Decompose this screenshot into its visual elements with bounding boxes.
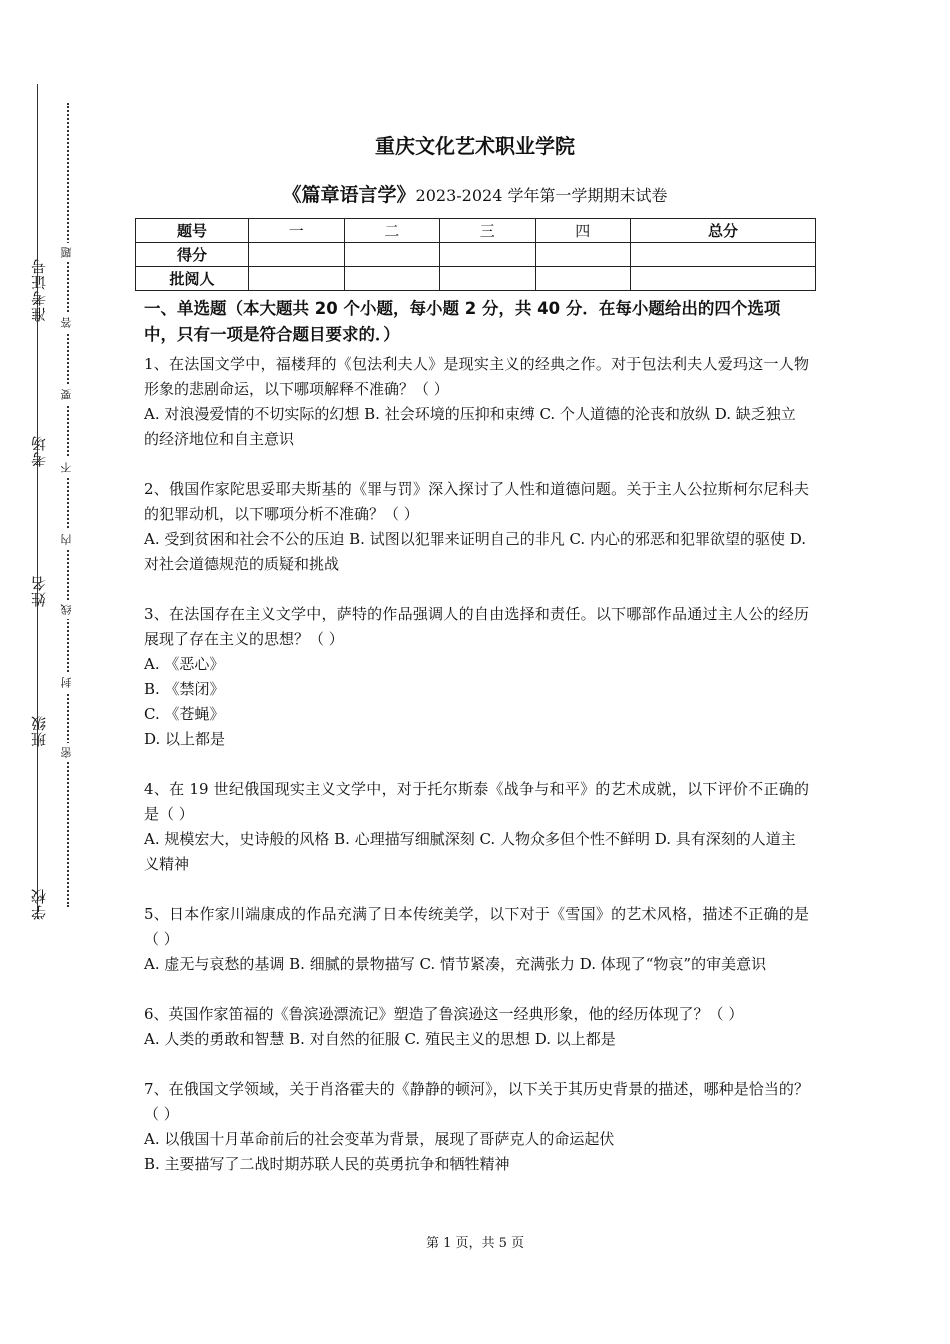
field-name [20,575,56,607]
field-label: 班级 [29,715,48,747]
table-header-cell: 二 [344,219,440,243]
seal-dotted-line [67,103,69,907]
option-a: A. 《恶心》 [144,655,225,673]
question-stem: 6、英国作家笛福的《鲁滨逊漂流记》塑造了鲁滨逊这一经典形象，他的经历体现了？（ ） [144,1005,744,1023]
field-exam-room [20,435,56,467]
question [144,1002,809,1052]
score-cell [344,243,440,267]
question-options: A. 对浪漫爱情的不切实际的幻想 B. 社会环境的压抑和束缚 C. 个人道德的沦丧和放纵 D. 缺乏独立的经济地位和自主意识 [144,405,796,448]
field-label: 姓名 [29,575,48,607]
seal-char: 题 [59,243,75,262]
table-header-cell: 一 [249,219,345,243]
score-table-row [136,267,816,291]
table-header-cell: 三 [440,219,536,243]
field-label: 考场 [29,435,48,467]
course-name: 《篇章语言学》 [282,184,416,206]
question-stem: 7、在俄国文学领域，关于肖洛霍夫的《静静的顿河》，以下关于其历史背景的描述，哪种是恰当的？（ ） [144,1080,809,1123]
field-class [20,715,56,747]
seal-char: 要 [59,385,75,404]
field-label: 学校 [29,888,48,920]
score-cell [631,243,816,267]
question [144,902,809,977]
score-cell [631,267,816,291]
score-table-header-row [136,219,816,243]
question [144,777,809,877]
question [144,602,809,752]
score-cell [440,267,536,291]
table-header-cell: 题号 [136,219,249,243]
row-label: 得分 [136,243,249,267]
option-c: C. 《苍蝇》 [144,705,225,723]
section-title: 一、单选题（本大题共 20 个小题，每小题 2 分，共 40 分．在每小题给出的四个选项中，只有一项是符合题目要求的．） [144,299,781,344]
exam-term: 2023-2024 学年第一学期期末试卷 [415,186,668,205]
option-a: A. 以俄国十月革命前后的社会变革为背景，展现了哥萨克人的命运起伏 [144,1130,615,1148]
question [144,1077,809,1177]
seal-char: 线 [59,600,75,619]
seal-char: 答 [59,313,75,332]
question-options: A. 规模宏大，史诗般的风格 B. 心理描写细腻深刻 C. 人物众多但个性不鲜明 D. 具有深刻的人道主义精神 [144,830,796,873]
seal-char: 不 [59,458,75,477]
option-b: B. 主要描写了二战时期苏联人民的英勇抗争和牺牲精神 [144,1155,510,1173]
exam-subtitle [0,180,950,207]
field-label: 准考证号 [29,258,48,322]
question-stem: 3、在法国存在主义文学中，萨特的作品强调人的自由选择和责任。以下哪部作品通过主人公的经历展现了存在主义的思想？（ ） [144,605,809,648]
question-options: A. 虚无与哀愁的基调 B. 细腻的景物描写 C. 情节紧凑，充满张力 D. 体现了“物哀”的审美意识 [144,955,767,973]
option-d: D. 以上都是 [144,730,226,748]
question-stem: 5、日本作家川端康成的作品充满了日本传统美学，以下对于《雪国》的艺术风格，描述不正确的是（ ） [144,905,809,948]
table-header-cell: 四 [535,219,631,243]
score-cell [535,243,631,267]
score-cell [249,267,345,291]
question-stem: 1、在法国文学中，福楼拜的《包法利夫人》是现实主义的经典之作。对于包法利夫人爱玛这一人物形象的悲剧命运，以下哪项解释不准确？（ ） [144,355,809,398]
field-school [20,888,56,920]
exam-content [144,296,809,1202]
score-cell [344,267,440,291]
score-cell [440,243,536,267]
score-table [135,218,816,291]
school-title: 重庆文化艺术职业学院 [375,134,575,158]
question-options: A. 人类的勇敢和智慧 B. 对自然的征服 C. 殖民主义的思想 D. 以上都是 [144,1030,616,1048]
question [144,477,809,577]
question-stem: 4、在 19 世纪俄国现实主义文学中，对于托尔斯泰《战争与和平》的艺术成就，以下评价不正确的是（ ） [144,780,809,823]
question-options: A. 受到贫困和社会不公的压迫 B. 试图以犯罪来证明自己的非凡 C. 内心的邪恶和犯罪欲望的驱使 D. 对社会道德规范的质疑和挑战 [144,530,806,573]
table-header-cell: 总分 [631,219,816,243]
score-cell [249,243,345,267]
option-b: B. 《禁闭》 [144,680,225,698]
seal-char: 密 [59,743,75,762]
question-stem: 2、俄国作家陀思妥耶夫斯基的《罪与罚》深入探讨了人性和道德问题。关于主人公拉斯柯尔尼科夫的犯罪动机，以下哪项分析不准确？（ ） [144,480,809,523]
page-footer: 第 1 页，共 5 页 [425,1236,525,1251]
seal-char: 内 [59,530,75,549]
seal-char: 封 [59,673,75,692]
question [144,352,809,452]
score-cell [535,267,631,291]
row-label: 批阅人 [136,267,249,291]
binding-line [37,84,38,919]
score-table-row [136,243,816,267]
field-exam-number [20,258,56,322]
